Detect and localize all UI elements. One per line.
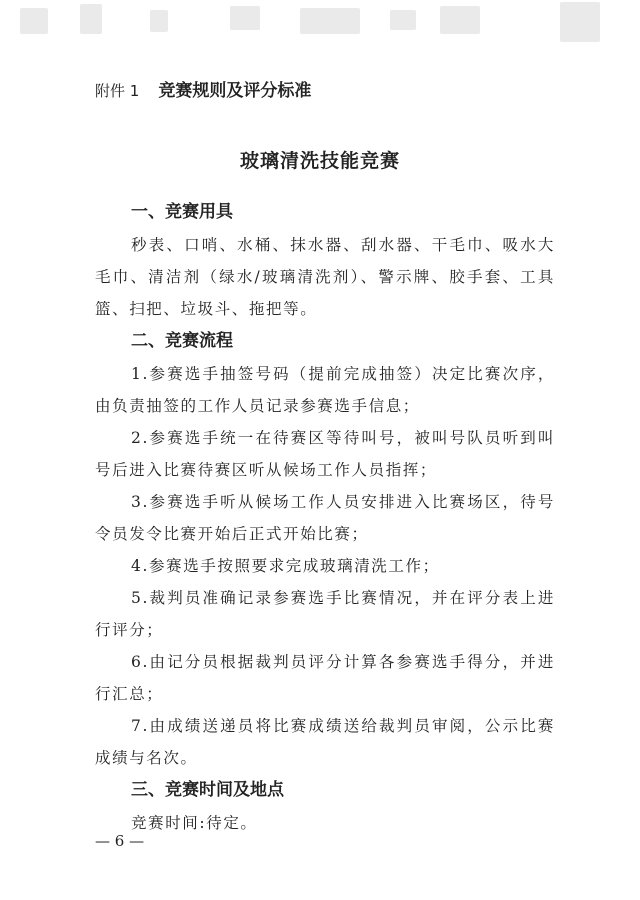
page-number: — 6 — <box>95 832 145 850</box>
paragraph: 6.由记分员根据裁判员评分计算各参赛选手得分，并进行汇总； <box>95 653 555 703</box>
paragraph: 2.参赛选手统一在待赛区等待叫号，被叫号队员听到叫号后进入比赛待赛区听从候场工作人员指挥； <box>95 429 555 479</box>
paragraph: 4.参赛选手按照要求完成玻璃清洗工作； <box>131 557 440 575</box>
paragraph: 1.参赛选手抽签号码（提前完成抽签）决定比赛次序，由负责抽签的工作人员记录参赛选手信息； <box>95 365 555 415</box>
attachment-title: 竞赛规则及评分标准 <box>158 81 312 101</box>
attachment-label: 附件 1 <box>95 82 140 100</box>
section-heading: 三、竞赛时间及地点 <box>131 780 284 800</box>
section-heading: 一、竞赛用具 <box>131 202 233 222</box>
paragraph: 5.裁判员准确记录参赛选手比赛情况，并在评分表上进行评分； <box>95 589 555 639</box>
paragraph: 7.由成绩送递员将比赛成绩送给裁判员审阅，公示比赛成绩与名次。 <box>95 717 555 767</box>
document-body <box>95 196 555 839</box>
paragraph: 3.参赛选手听从候场工作人员安排进入比赛场区，待号令员发令比赛开始后正式开始比赛； <box>95 493 555 543</box>
attachment-line <box>95 76 311 101</box>
section-heading: 二、竞赛流程 <box>131 331 233 351</box>
paragraph: 秒表、口哨、水桶、抹水器、刮水器、干毛巾、吸水大毛巾、清洁剂（绿水/玻璃清洗剂）、警示牌、胶手套、工具篮、扫把、垃圾斗、拖把等。 <box>95 236 555 318</box>
paragraph: 竞赛时间:待定。 <box>131 814 258 832</box>
scan-bleed-through <box>0 0 640 60</box>
document-title: 玻璃清洗技能竞赛 <box>239 150 400 172</box>
